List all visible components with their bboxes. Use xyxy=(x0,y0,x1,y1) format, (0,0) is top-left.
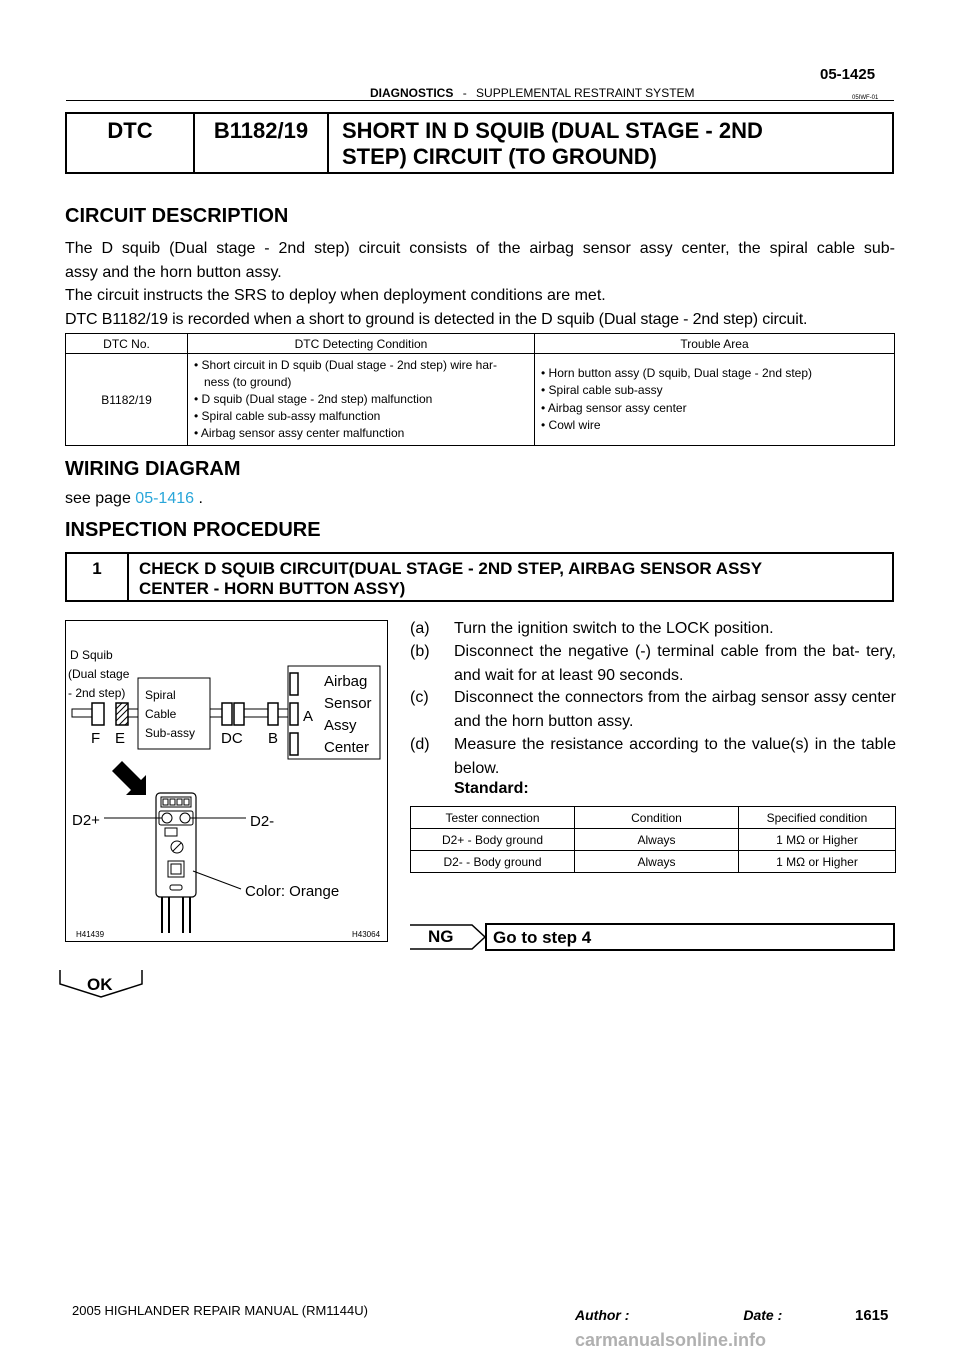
dtc-table-header: DTC Detecting Condition xyxy=(188,334,535,354)
table-row xyxy=(411,829,896,851)
inspection-heading: INSPECTION PROCEDURE xyxy=(65,519,321,541)
connector-d xyxy=(222,703,232,725)
dtc-table-header: DTC No. xyxy=(66,334,188,354)
dtc-title xyxy=(342,118,887,170)
dtc-title-box xyxy=(65,112,894,174)
label-a: A xyxy=(303,708,314,725)
sensor-terminal xyxy=(290,673,298,695)
dtc-table xyxy=(65,333,895,446)
step-title xyxy=(139,559,889,599)
instruction-label: (c) xyxy=(410,689,429,706)
airbag-label-1: Airbag xyxy=(324,673,368,690)
sensor-terminal xyxy=(290,733,298,755)
airbag-label-4: Center xyxy=(324,739,370,756)
label-d2-plus: D2+ xyxy=(72,812,100,829)
wiring-page-link[interactable]: 05-1416 xyxy=(135,490,195,507)
table-cell: 1 MΩ or Higher xyxy=(739,851,896,873)
figure-code-right: H43064 xyxy=(352,930,381,939)
instruction-b xyxy=(410,640,896,687)
table-cell: D2+ - Body ground xyxy=(411,829,575,851)
instruction-text: Turn the ignition switch to the LOCK position. xyxy=(454,620,774,637)
circuit-description-heading: CIRCUIT DESCRIPTION xyxy=(65,205,289,227)
footer-date: Date : xyxy=(743,1307,783,1323)
airbag-label-2: Sensor xyxy=(324,695,372,712)
d-squib-label-2: (Dual stage xyxy=(68,667,130,681)
table-cell: Always xyxy=(575,851,739,873)
wiring-text xyxy=(65,487,895,511)
connector-f xyxy=(92,703,104,725)
ng-label: NG xyxy=(428,927,454,946)
condition-item: • Short circuit in D squib (Dual stage - 2nd step) wire har- xyxy=(194,358,497,372)
condition-item: • Airbag sensor assy center malfunction xyxy=(194,426,405,440)
label-dc: DC xyxy=(221,730,243,747)
spiral-label-3: Sub-assy xyxy=(145,726,196,740)
footer-page-number: 1615 xyxy=(855,1307,889,1324)
instruction-label: (b) xyxy=(410,643,430,660)
label-d2-minus: D2- xyxy=(250,813,275,830)
step-line-2: CENTER - HORN BUTTON ASSY) xyxy=(139,579,406,598)
instruction-d xyxy=(410,733,896,780)
condition-item: • D squib (Dual stage - 2nd step) malfunction xyxy=(194,392,433,406)
footer-author-date xyxy=(575,1307,782,1323)
standard-table-header: Condition xyxy=(575,807,739,829)
connector-e-wire xyxy=(128,709,138,717)
table-row xyxy=(411,851,896,873)
header-section: DIAGNOSTICS xyxy=(370,86,454,100)
connector-diagram xyxy=(66,621,387,941)
watermark: carmanualsonline.info xyxy=(575,1330,767,1350)
circuit-line-3: The circuit instructs the SRS to deploy when deployment conditions are met. xyxy=(65,287,606,304)
circuit-line-1: The D squib (Dual stage - 2nd step) circuit consists of the airbag sensor assy center, the spiral cable sub- xyxy=(65,240,895,257)
airbag-label-3: Assy xyxy=(324,717,357,734)
ng-action-box: Go to step 4 xyxy=(485,923,895,951)
instruction-label: (a) xyxy=(410,620,430,637)
circuit-line-4: DTC B1182/19 is recorded when a short to ground is detected in the D squib (Dual stage - 2nd step) circuit. xyxy=(65,310,808,328)
label-e: E xyxy=(115,730,126,747)
standard-table-header: Specified condition xyxy=(739,807,896,829)
d-squib-label-3: - 2nd step) xyxy=(68,686,126,700)
connector-b xyxy=(268,703,278,725)
dtc-title-line1: SHORT IN D SQUIB (DUAL STAGE - 2ND xyxy=(342,118,763,143)
page-number: 05-1425 xyxy=(820,66,876,83)
wiring-period: . xyxy=(198,490,203,507)
circuit-line-2: assy and the horn button assy. xyxy=(65,263,282,281)
area-item: • Airbag sensor assy center xyxy=(541,400,687,415)
standard-table-header: Tester connection xyxy=(411,807,575,829)
instruction-text: Disconnect the negative (-) terminal cable from the bat- tery, and wait for at least 90 seconds. xyxy=(454,643,896,684)
step-line-1: CHECK D SQUIB CIRCUIT(DUAL STAGE - 2ND STEP, AIRBAG SENSOR ASSY xyxy=(139,559,763,578)
dtc-area-cell xyxy=(535,354,895,446)
wiring-see-page: see page xyxy=(65,490,131,507)
label-f: F xyxy=(91,730,101,747)
footer-manual: 2005 HIGHLANDER REPAIR MANUAL (RM1144U) xyxy=(72,1303,368,1318)
area-item: • Cowl wire xyxy=(541,418,601,432)
dtc-title-line2: STEP) CIRCUIT (TO GROUND) xyxy=(342,144,657,169)
footer-author: Author : xyxy=(575,1307,630,1323)
figure-code-left: H41439 xyxy=(76,930,105,939)
table-cell: Always xyxy=(575,829,739,851)
condition-item: • Spiral cable sub-assy malfunction xyxy=(194,409,381,423)
step-number: 1 xyxy=(67,554,129,600)
condition-item: ness (to ground) xyxy=(204,375,292,389)
instruction-label: (d) xyxy=(410,736,430,753)
label-b: B xyxy=(268,730,279,747)
instruction-a xyxy=(410,617,896,641)
dtc-condition-cell xyxy=(188,354,535,446)
table-cell: 1 MΩ or Higher xyxy=(739,829,896,851)
wire xyxy=(244,709,268,717)
area-item: • Spiral cable sub-assy xyxy=(541,383,663,397)
ok-label: OK xyxy=(87,975,113,994)
header-title xyxy=(370,86,695,100)
instruction-text: Disconnect the connectors from the airbag sensor assy center and the horn button assy. xyxy=(454,689,896,730)
d-squib-label-1: D Squib xyxy=(70,648,113,662)
table-cell: D2- - Body ground xyxy=(411,851,575,873)
ng-tag xyxy=(410,923,486,951)
doc-code: 05IWF-01 xyxy=(852,95,879,101)
circuit-description-text xyxy=(65,237,895,331)
standard-table xyxy=(410,806,896,873)
dtc-label: DTC xyxy=(67,114,195,172)
sensor-terminal-a xyxy=(290,703,298,725)
horn-connector-drawing xyxy=(156,793,196,933)
leader-line xyxy=(193,871,241,889)
header-separator: - xyxy=(462,86,467,100)
dtc-code: B1182/19 xyxy=(195,114,329,172)
wire xyxy=(278,709,288,717)
color-label: Color: Orange xyxy=(245,883,340,900)
standard-label: Standard: xyxy=(454,780,529,797)
spiral-label-2: Cable xyxy=(145,707,177,721)
area-item: • Horn button assy (D squib, Dual stage - 2nd step) xyxy=(541,365,813,380)
instruction-c xyxy=(410,686,896,733)
connector-c xyxy=(234,703,244,725)
header-rule xyxy=(66,100,894,101)
step-box xyxy=(65,552,894,602)
header-subsection: SUPPLEMENTAL RESTRAINT SYSTEM xyxy=(476,86,695,100)
direction-arrow-icon xyxy=(112,761,146,795)
dtc-table-cell: B1182/19 xyxy=(66,354,188,446)
connector-f-wire xyxy=(72,709,92,717)
instruction-text: Measure the resistance according to the value(s) in the table below. xyxy=(454,736,896,777)
spiral-label-1: Spiral xyxy=(145,688,176,702)
wire xyxy=(210,709,222,717)
connector-figure xyxy=(65,620,388,942)
ok-tag xyxy=(58,970,144,998)
dtc-table-header: Trouble Area xyxy=(535,334,895,354)
wiring-diagram-heading: WIRING DIAGRAM xyxy=(65,458,241,480)
